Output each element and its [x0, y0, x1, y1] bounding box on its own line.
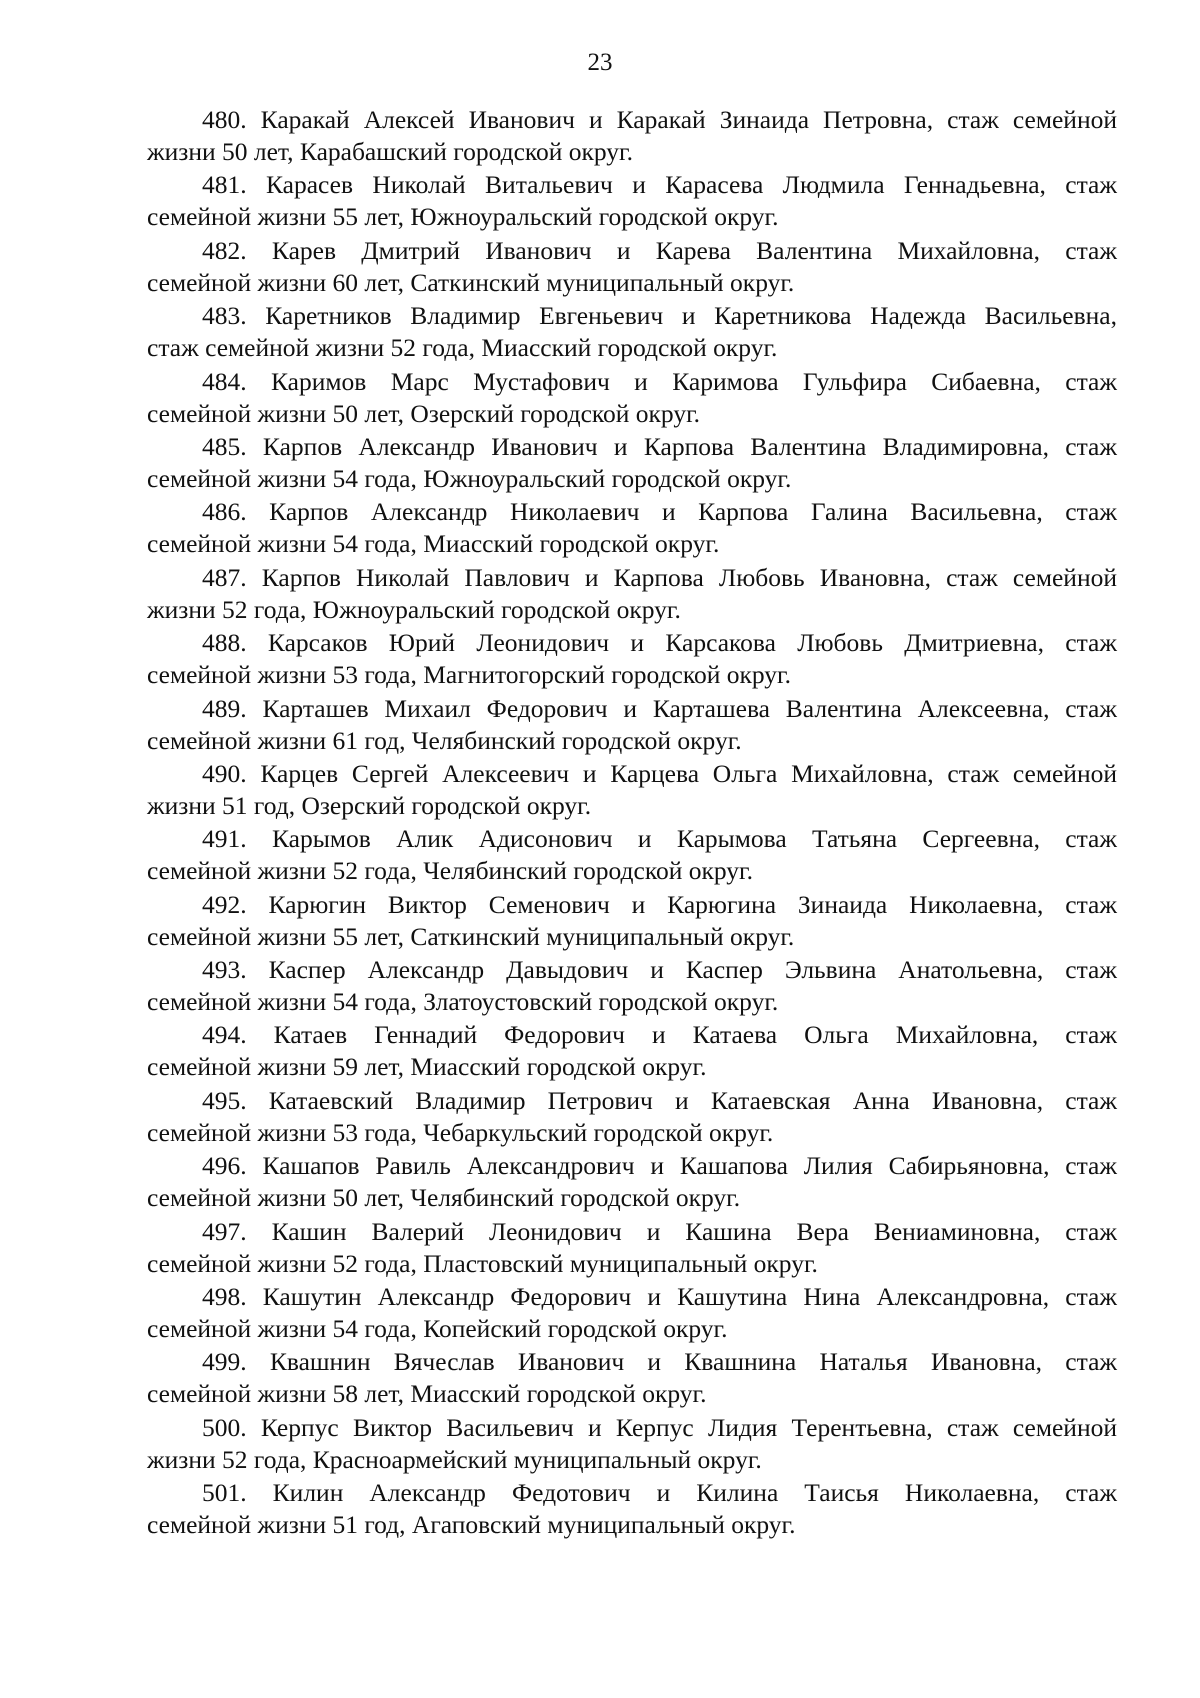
list-item [147, 823, 1117, 887]
entry-second-line: семейной жизни 59 лет, Миасский городской округ. [147, 1052, 707, 1082]
entry-second-line: семейной жизни 54 года, Миасский городской округ. [147, 529, 720, 559]
entry-first-line: 488. Карсаков Юрий Леонидович и Карсакова Любовь Дмитриевна, стаж [202, 628, 1117, 658]
entry-second-line: семейной жизни 55 лет, Саткинский муниципальный округ. [147, 921, 795, 951]
entry-first-line: 484. Каримов Марс Мустафович и Каримова Гульфира Сибаевна, стаж [202, 366, 1117, 396]
list-item [147, 1150, 1117, 1214]
entry-first-line: 486. Карпов Александр Николаевич и Карпова Галина Васильевна, стаж [202, 497, 1117, 527]
entry-first-line: 482. Карев Дмитрий Иванович и Карева Валентина Михайловна, стаж [202, 235, 1117, 265]
entry-second-line: семейной жизни 58 лет, Миасский городской округ. [147, 1379, 707, 1409]
list-item [147, 627, 1117, 691]
entry-second-line: семейной жизни 50 лет, Озерский городской округ. [147, 398, 701, 428]
entry-first-line: 490. Карцев Сергей Алексеевич и Карцева Ольга Михайловна, стаж семейной [202, 758, 1117, 788]
list-item [147, 496, 1117, 560]
entry-first-line: 499. Квашнин Вячеслав Иванович и Квашнина Наталья Ивановна, стаж [202, 1347, 1117, 1377]
list-item [147, 889, 1117, 953]
entry-second-line: семейной жизни 50 лет, Челябинский городской округ. [147, 1183, 741, 1213]
entry-second-line: семейной жизни 55 лет, Южноуральский городской округ. [147, 202, 779, 232]
page-number: 23 [587, 49, 613, 76]
entry-first-line: 493. Каспер Александр Давыдович и Каспер Эльвина Анатольевна, стаж [202, 955, 1117, 985]
list-item [147, 431, 1117, 495]
entry-second-line: семейной жизни 53 года, Магнитогорский городской округ. [147, 660, 791, 690]
entry-first-line: 498. Кашутин Александр Федорович и Кашутина Нина Александровна, стаж [202, 1282, 1117, 1312]
entry-second-line: семейной жизни 52 года, Челябинский городской округ. [147, 856, 753, 886]
entry-first-line: 489. Карташев Михаил Федорович и Карташева Валентина Алексеевна, стаж [202, 693, 1117, 723]
list-item [147, 954, 1117, 1018]
list-item [147, 1085, 1117, 1149]
list-item [147, 366, 1117, 430]
list-item [147, 300, 1117, 364]
entry-second-line: семейной жизни 61 год, Челябинский городской округ. [147, 725, 742, 755]
entry-second-line: семейной жизни 54 года, Златоустовский городской округ. [147, 987, 779, 1017]
list-item [147, 1346, 1117, 1410]
list-item [147, 1412, 1117, 1476]
list-item [147, 1019, 1117, 1083]
entry-second-line: семейной жизни 54 года, Копейский городской округ. [147, 1314, 728, 1344]
entry-first-line: 481. Карасев Николай Витальевич и Карасева Людмила Геннадьевна, стаж [202, 170, 1117, 200]
entry-first-line: 480. Каракай Алексей Иванович и Каракай Зинаида Петровна, стаж семейной [202, 105, 1117, 134]
entry-first-line: 500. Керпус Виктор Васильевич и Керпус Лидия Терентьевна, стаж семейной [202, 1412, 1117, 1442]
entry-first-line: 497. Кашин Валерий Леонидович и Кашина Вера Вениаминовна, стаж [202, 1216, 1117, 1246]
entry-second-line: семейной жизни 52 года, Пластовский муниципальный округ. [147, 1248, 818, 1278]
list-item [147, 1216, 1117, 1280]
list-item [147, 235, 1117, 299]
entry-first-line: 491. Карымов Алик Адисонович и Карымова Татьяна Сергеевна, стаж [202, 824, 1117, 854]
list-item [147, 104, 1117, 168]
entry-list [147, 104, 1117, 1543]
entry-first-line: 496. Кашапов Равиль Александрович и Кашапова Лилия Сабирьяновна, стаж [202, 1151, 1117, 1181]
list-item [147, 693, 1117, 757]
entry-second-line: семейной жизни 51 год, Агаповский муниципальный округ. [147, 1510, 796, 1540]
list-item [147, 562, 1117, 626]
entry-second-line: жизни 50 лет, Карабашский городской округ. [147, 137, 634, 166]
list-item [147, 758, 1117, 822]
entry-first-line: 483. Каретников Владимир Евгеньевич и Каретникова Надежда Васильевна, [202, 301, 1117, 331]
entry-first-line: 501. Килин Александр Федотович и Килина Таисья Николаевна, стаж [202, 1478, 1117, 1508]
entry-first-line: 485. Карпов Александр Иванович и Карпова Валентина Владимировна, стаж [202, 431, 1117, 461]
list-item [147, 1477, 1117, 1541]
entry-second-line: жизни 52 года, Южноуральский городской округ. [147, 594, 681, 624]
entry-first-line: 494. Катаев Геннадий Федорович и Катаева Ольга Михайловна, стаж [202, 1020, 1117, 1050]
entry-first-line: 487. Карпов Николай Павлович и Карпова Любовь Ивановна, стаж семейной [202, 562, 1117, 592]
entry-second-line: жизни 52 года, Красноармейский муниципальный округ. [147, 1444, 762, 1474]
list-item [147, 169, 1117, 233]
entry-second-line: семейной жизни 53 года, Чебаркульский городской округ. [147, 1117, 774, 1147]
entry-second-line: семейной жизни 54 года, Южноуральский городской округ. [147, 463, 792, 493]
entry-second-line: стаж семейной жизни 52 года, Миасский городской округ. [147, 333, 778, 363]
entry-first-line: 492. Карюгин Виктор Семенович и Карюгина Зинаида Николаевна, стаж [202, 889, 1117, 919]
entry-second-line: семейной жизни 60 лет, Саткинский муниципальный округ. [147, 267, 795, 297]
entry-first-line: 495. Катаевский Владимир Петрович и Катаевская Анна Ивановна, стаж [202, 1085, 1117, 1115]
entry-second-line: жизни 51 год, Озерский городской округ. [147, 790, 592, 820]
list-item [147, 1281, 1117, 1345]
